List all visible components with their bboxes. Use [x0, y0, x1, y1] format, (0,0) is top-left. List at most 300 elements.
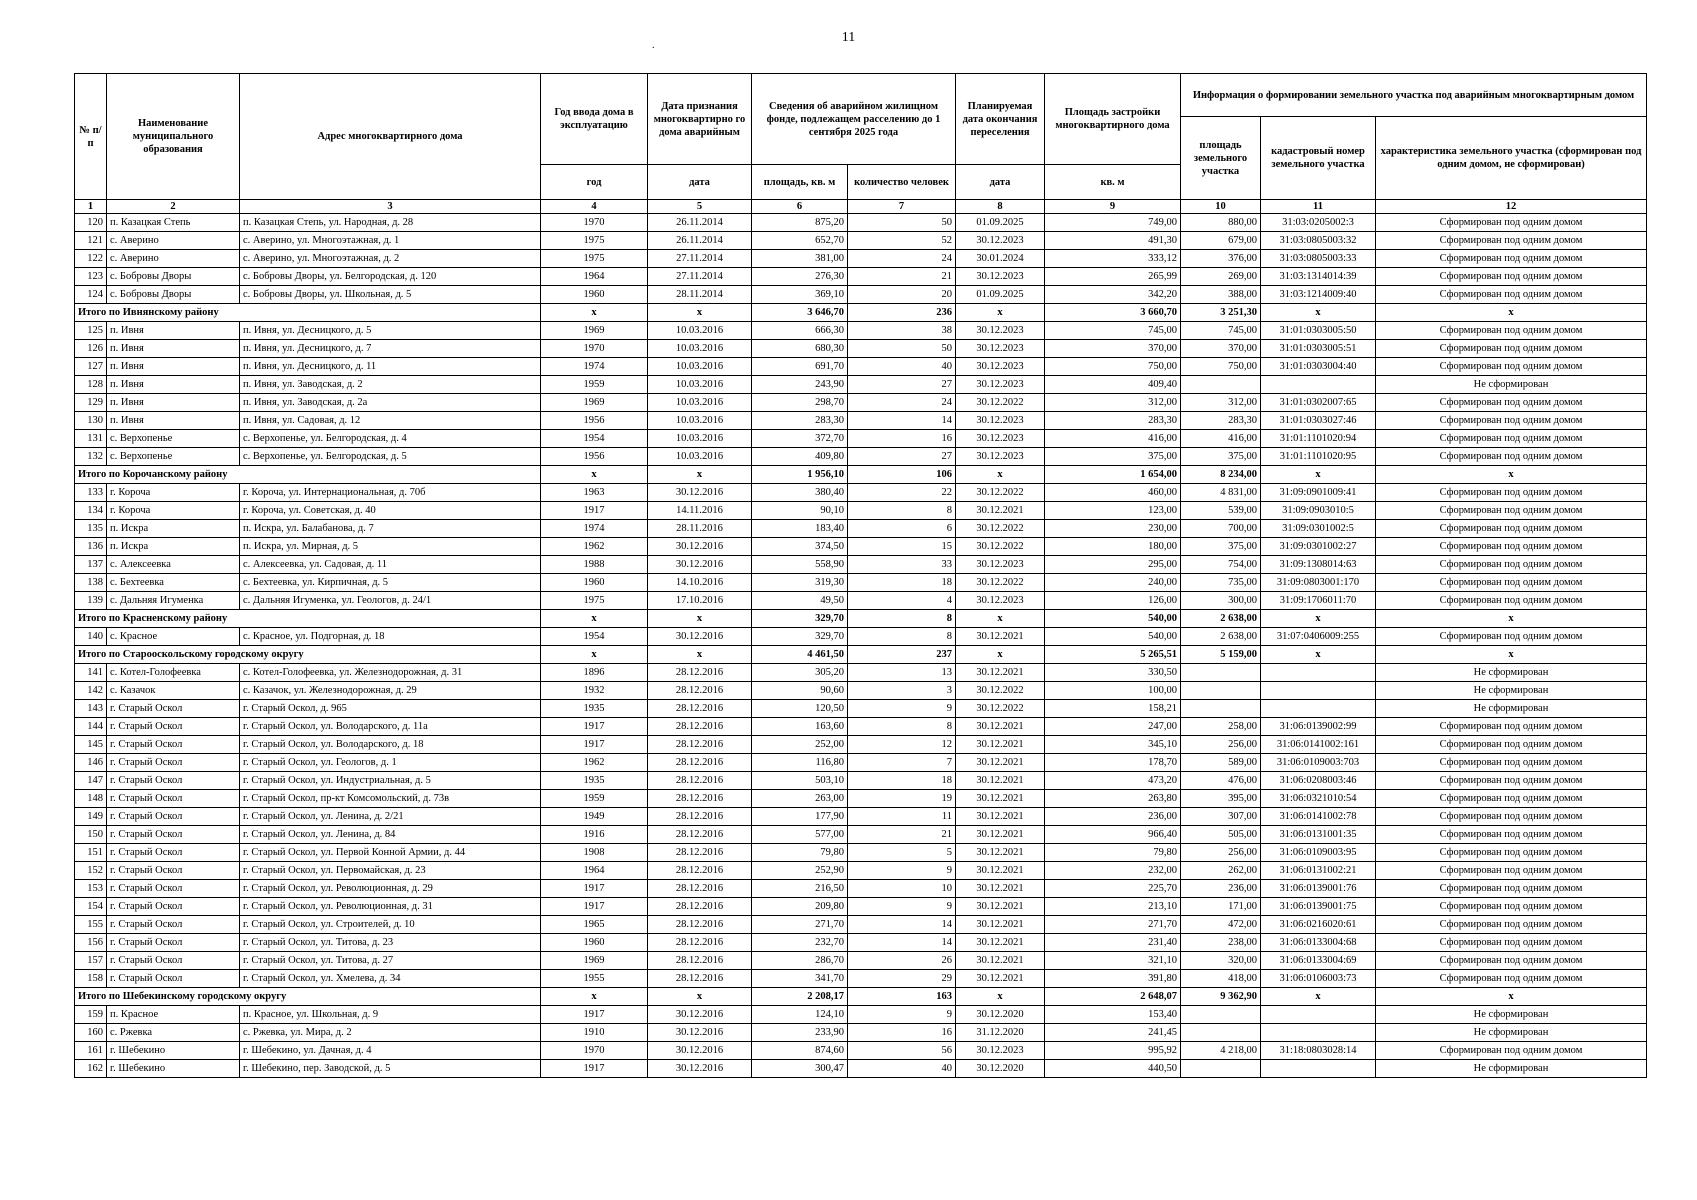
table-cell: 233,90 [752, 1024, 848, 1042]
subtotal-cell: x [956, 304, 1045, 322]
table-cell: 321,10 [1045, 952, 1181, 970]
table-cell: 269,00 [1181, 268, 1261, 286]
table-cell: 40 [848, 358, 956, 376]
header-address: Адрес многоквартирного дома [240, 74, 541, 200]
subtotal-cell: 8 234,00 [1181, 466, 1261, 484]
table-cell: 31:06:0139001:76 [1261, 880, 1376, 898]
table-cell: Сформирован под одним домом [1376, 898, 1647, 916]
table-cell: 28.11.2016 [648, 520, 752, 538]
header-year: Год ввода дома в эксплуатацию [541, 74, 648, 165]
table-cell: 374,50 [752, 538, 848, 556]
table-row [75, 700, 1647, 718]
table-cell [1261, 664, 1376, 682]
table-cell: Сформирован под одним домом [1376, 970, 1647, 988]
table-cell: 995,92 [1045, 1042, 1181, 1060]
table-cell: 1917 [541, 736, 648, 754]
table-cell: 256,00 [1181, 844, 1261, 862]
table-cell: 128 [75, 376, 107, 394]
table-cell: 30.12.2016 [648, 1024, 752, 1042]
table-cell: 28.11.2014 [648, 286, 752, 304]
table-cell: 14 [848, 916, 956, 934]
table-cell: Не сформирован [1376, 376, 1647, 394]
subtotal-cell: x [648, 646, 752, 664]
table-cell: 161 [75, 1042, 107, 1060]
table-cell: 391,80 [1045, 970, 1181, 988]
subtotal-row [75, 610, 1647, 628]
table-cell: 30.12.2021 [956, 916, 1045, 934]
table-cell: 28.12.2016 [648, 700, 752, 718]
table-row [75, 772, 1647, 790]
table-cell: 14 [848, 412, 956, 430]
table-cell: 31:03:1314014:39 [1261, 268, 1376, 286]
table-cell: 28.12.2016 [648, 682, 752, 700]
table-cell: 1969 [541, 322, 648, 340]
table-cell: 305,20 [752, 664, 848, 682]
table-cell: 160 [75, 1024, 107, 1042]
table-cell: 116,80 [752, 754, 848, 772]
table-cell: 158,21 [1045, 700, 1181, 718]
table-cell: 24 [848, 250, 956, 268]
table-cell: 30.12.2021 [956, 862, 1045, 880]
table-cell: 333,12 [1045, 250, 1181, 268]
subtotal-label: Итого по Шебекинскому городскому округу [75, 988, 541, 1006]
table-cell: 31:06:0133004:68 [1261, 934, 1376, 952]
table-cell: 30.12.2020 [956, 1060, 1045, 1078]
table-cell: 30.12.2021 [956, 772, 1045, 790]
table-cell: 9 [848, 898, 956, 916]
table-row [75, 394, 1647, 412]
col-number: 5 [648, 200, 752, 214]
col-number: 4 [541, 200, 648, 214]
page-number: 11 [841, 30, 856, 45]
table-cell: 4 [848, 592, 956, 610]
table-cell [1261, 376, 1376, 394]
table-cell: 1970 [541, 340, 648, 358]
table-row [75, 574, 1647, 592]
table-cell: с. Верхопенье, ул. Белгородская, д. 5 [240, 448, 541, 466]
table-cell: 141 [75, 664, 107, 682]
table-cell: 295,00 [1045, 556, 1181, 574]
table-cell: г. Короча, ул. Советская, д. 40 [240, 502, 541, 520]
table-cell: п. Ивня [107, 358, 240, 376]
table-cell: 1956 [541, 412, 648, 430]
table-cell: 1917 [541, 880, 648, 898]
table-cell: 138 [75, 574, 107, 592]
table-cell: 14.10.2016 [648, 574, 752, 592]
table-cell: 27 [848, 448, 956, 466]
table-cell: 577,00 [752, 826, 848, 844]
table-cell: 13 [848, 664, 956, 682]
table-cell: 1970 [541, 1042, 648, 1060]
table-cell: 31:01:0303004:40 [1261, 358, 1376, 376]
table-cell: 31:09:0301002:27 [1261, 538, 1376, 556]
table-cell: 966,40 [1045, 826, 1181, 844]
table-cell: 30.01.2024 [956, 250, 1045, 268]
table-cell: 375,00 [1045, 448, 1181, 466]
table-cell: Сформирован под одним домом [1376, 394, 1647, 412]
table-cell: с. Дальняя Игуменка, ул. Геологов, д. 24/1 [240, 592, 541, 610]
table-cell: 183,40 [752, 520, 848, 538]
table-cell: Сформирован под одним домом [1376, 934, 1647, 952]
table-cell: 1956 [541, 448, 648, 466]
table-row [75, 1042, 1647, 1060]
table-row [75, 286, 1647, 304]
table-cell: г. Старый Оскол [107, 808, 240, 826]
table-cell: 1963 [541, 484, 648, 502]
table-cell: п. Ивня [107, 394, 240, 412]
table-cell: г. Старый Оскол, ул. Первомайская, д. 23 [240, 862, 541, 880]
table-cell: 177,90 [752, 808, 848, 826]
table-cell: 370,00 [1181, 340, 1261, 358]
table-cell: п. Ивня [107, 412, 240, 430]
table-cell: 30.12.2023 [956, 430, 1045, 448]
table-cell: 153,40 [1045, 1006, 1181, 1024]
table-cell: с. Бобровы Дворы [107, 286, 240, 304]
table-cell: 8 [848, 628, 956, 646]
table-row [75, 970, 1647, 988]
col-number: 7 [848, 200, 956, 214]
table-cell: 1954 [541, 430, 648, 448]
table-cell: Сформирован под одним домом [1376, 538, 1647, 556]
table-cell: 163,60 [752, 718, 848, 736]
table-cell: с. Котел-Голофеевка, ул. Железнодорожная, д. 31 [240, 664, 541, 682]
table-cell: с. Красное [107, 628, 240, 646]
table-cell: 30.12.2021 [956, 790, 1045, 808]
subtotal-cell: x [648, 466, 752, 484]
subtotal-cell: 2 638,00 [1181, 610, 1261, 628]
page-mark: . [652, 40, 655, 51]
table-cell: 750,00 [1181, 358, 1261, 376]
table-row [75, 880, 1647, 898]
table-cell: 666,30 [752, 322, 848, 340]
subtotal-cell: x [956, 610, 1045, 628]
housing-table [74, 73, 1647, 1078]
table-cell: 216,50 [752, 880, 848, 898]
table-cell: 256,00 [1181, 736, 1261, 754]
subtotal-cell: x [541, 466, 648, 484]
table-row [75, 682, 1647, 700]
table-cell: г. Старый Оскол, ул. Володарского, д. 11а [240, 718, 541, 736]
table-cell: 21 [848, 268, 956, 286]
table-cell: 283,30 [752, 412, 848, 430]
table-cell: 1974 [541, 358, 648, 376]
table-cell: 162 [75, 1060, 107, 1078]
table-cell: 30.12.2021 [956, 736, 1045, 754]
header-num: № п/п [75, 74, 107, 200]
table-cell: 10.03.2016 [648, 412, 752, 430]
table-cell: 21 [848, 826, 956, 844]
subtotal-cell: x [1261, 610, 1376, 628]
table-row [75, 1060, 1647, 1078]
table-row [75, 556, 1647, 574]
subtotal-cell: 2 208,17 [752, 988, 848, 1006]
header-land-characteristic: характеристика земельного участка (сформирован под одним домом, не сформирован) [1376, 117, 1647, 200]
header-date-emergency: Дата признания многоквартирно го дома аварийным [648, 74, 752, 165]
table-cell: Сформирован под одним домом [1376, 808, 1647, 826]
table-cell: 30.12.2016 [648, 556, 752, 574]
table-cell: 232,00 [1045, 862, 1181, 880]
table-cell: 121 [75, 232, 107, 250]
unit-people: количество человек [848, 165, 956, 200]
table-cell: 1955 [541, 970, 648, 988]
table-cell: 16 [848, 1024, 956, 1042]
table-cell: 258,00 [1181, 718, 1261, 736]
table-cell: Сформирован под одним домом [1376, 592, 1647, 610]
subtotal-cell: 163 [848, 988, 956, 1006]
table-cell: с. Бобровы Дворы [107, 268, 240, 286]
table-cell: 745,00 [1181, 322, 1261, 340]
table-cell: с. Верхопенье [107, 448, 240, 466]
table-cell: 129 [75, 394, 107, 412]
table-cell: Сформирован под одним домом [1376, 430, 1647, 448]
table-cell: 28.12.2016 [648, 754, 752, 772]
subtotal-cell: 3 251,30 [1181, 304, 1261, 322]
subtotal-cell: 5 159,00 [1181, 646, 1261, 664]
table-cell: Сформирован под одним домом [1376, 718, 1647, 736]
table-cell: 30.12.2016 [648, 484, 752, 502]
table-cell: 1917 [541, 1060, 648, 1078]
table-cell: п. Казацкая Степь, ул. Народная, д. 28 [240, 214, 541, 232]
table-cell: Не сформирован [1376, 700, 1647, 718]
subtotal-cell: x [956, 466, 1045, 484]
subtotal-cell: 4 461,50 [752, 646, 848, 664]
header-info-emergency: Сведения об аварийном жилищном фонде, подлежащем расселению до 1 сентября 2025 года [752, 74, 956, 165]
table-cell: с. Верхопенье, ул. Белгородская, д. 4 [240, 430, 541, 448]
table-cell: п. Ивня, ул. Десницкого, д. 7 [240, 340, 541, 358]
table-cell: 30.12.2022 [956, 520, 1045, 538]
table-body [75, 214, 1647, 1078]
table-cell: 225,70 [1045, 880, 1181, 898]
header-planned-date: Планируемая дата окончания переселения [956, 74, 1045, 165]
table-cell: 123,00 [1045, 502, 1181, 520]
table-cell: г. Старый Оскол, ул. Титова, д. 27 [240, 952, 541, 970]
subtotal-cell: x [956, 646, 1045, 664]
table-cell: 376,00 [1181, 250, 1261, 268]
table-cell: 125 [75, 322, 107, 340]
table-cell: 153 [75, 880, 107, 898]
table-cell: г. Старый Оскол, ул. Строителей, д. 10 [240, 916, 541, 934]
subtotal-cell: x [648, 304, 752, 322]
table-cell: г. Старый Оскол [107, 826, 240, 844]
table-row [75, 358, 1647, 376]
table-cell: 139 [75, 592, 107, 610]
table-cell [1181, 664, 1261, 682]
table-cell: 252,90 [752, 862, 848, 880]
table-cell: 30.12.2023 [956, 1042, 1045, 1060]
table-cell: 263,00 [752, 790, 848, 808]
table-cell: 123 [75, 268, 107, 286]
table-cell: Не сформирован [1376, 1024, 1647, 1042]
subtotal-cell: x [648, 610, 752, 628]
table-cell: 209,80 [752, 898, 848, 916]
table-cell: 30.12.2021 [956, 898, 1045, 916]
subtotal-cell: x [1261, 646, 1376, 664]
table-row [75, 448, 1647, 466]
table-cell: 22 [848, 484, 956, 502]
table-cell: 178,70 [1045, 754, 1181, 772]
subtotal-cell: x [1376, 466, 1647, 484]
table-cell: 30.12.2022 [956, 700, 1045, 718]
table-cell: г. Шебекино, пер. Заводской, д. 5 [240, 1060, 541, 1078]
table-cell: 31:09:0803001:170 [1261, 574, 1376, 592]
table-cell: г. Короча [107, 484, 240, 502]
subtotal-cell: x [1376, 610, 1647, 628]
table-cell: 30.12.2021 [956, 970, 1045, 988]
table-cell: 9 [848, 1006, 956, 1024]
table-cell: п. Ивня [107, 340, 240, 358]
table-cell: 735,00 [1181, 574, 1261, 592]
table-cell: Сформирован под одним домом [1376, 322, 1647, 340]
table-cell: 171,00 [1181, 898, 1261, 916]
table-row [75, 502, 1647, 520]
table-cell: 31:09:0903010:5 [1261, 502, 1376, 520]
table-cell: 370,00 [1045, 340, 1181, 358]
table-cell: г. Старый Оскол, ул. Революционная, д. 29 [240, 880, 541, 898]
table-cell: 1974 [541, 520, 648, 538]
table-cell: 1975 [541, 232, 648, 250]
unit-sqm: кв. м [1045, 165, 1181, 200]
table-cell: Сформирован под одним домом [1376, 880, 1647, 898]
table-cell: 145 [75, 736, 107, 754]
table-cell: 151 [75, 844, 107, 862]
table-cell: 652,70 [752, 232, 848, 250]
subtotal-cell: x [541, 988, 648, 1006]
table-cell: 30.12.2023 [956, 592, 1045, 610]
table-cell: 319,30 [752, 574, 848, 592]
table-cell: с. Аверино [107, 232, 240, 250]
table-cell: 1962 [541, 754, 648, 772]
table-cell [1181, 1024, 1261, 1042]
table-row [75, 592, 1647, 610]
table-cell: 16 [848, 430, 956, 448]
table-cell: 30.12.2023 [956, 448, 1045, 466]
table-row [75, 376, 1647, 394]
table-cell: с. Котел-Голофеевка [107, 664, 240, 682]
table-cell: 213,10 [1045, 898, 1181, 916]
table-cell: 30.12.2020 [956, 1006, 1045, 1024]
subtotal-row [75, 466, 1647, 484]
table-cell: 31:06:0139002:99 [1261, 718, 1376, 736]
table-cell: 142 [75, 682, 107, 700]
subtotal-label: Итого по Старооскольскому городскому округу [75, 646, 541, 664]
table-cell: 30.12.2016 [648, 1042, 752, 1060]
table-cell: п. Красное [107, 1006, 240, 1024]
table-row [75, 232, 1647, 250]
table-row [75, 268, 1647, 286]
subtotal-cell: 106 [848, 466, 956, 484]
table-cell: с. Алексеевка, ул. Садовая, д. 11 [240, 556, 541, 574]
table-cell: 133 [75, 484, 107, 502]
table-cell: Сформирован под одним домом [1376, 412, 1647, 430]
table-cell: 1896 [541, 664, 648, 682]
subtotal-cell: x [541, 304, 648, 322]
table-cell: 1917 [541, 898, 648, 916]
table-row [75, 844, 1647, 862]
table-row [75, 484, 1647, 502]
table-cell: 31:01:0303005:50 [1261, 322, 1376, 340]
table-cell: 30.12.2021 [956, 754, 1045, 772]
table-cell: 31:06:0141002:78 [1261, 808, 1376, 826]
table-cell: с. Красное, ул. Подгорная, д. 18 [240, 628, 541, 646]
table-cell: г. Старый Оскол [107, 844, 240, 862]
subtotal-row [75, 646, 1647, 664]
table-cell: 1935 [541, 700, 648, 718]
table-cell: 283,30 [1045, 412, 1181, 430]
table-cell: 375,00 [1181, 538, 1261, 556]
table-cell: 127 [75, 358, 107, 376]
table-cell: 79,80 [752, 844, 848, 862]
table-cell: 156 [75, 934, 107, 952]
unit-area: площадь, кв. м [752, 165, 848, 200]
table-cell: Сформирован под одним домом [1376, 484, 1647, 502]
table-cell: 31:03:0205002:3 [1261, 214, 1376, 232]
table-cell: 380,40 [752, 484, 848, 502]
table-cell: 491,30 [1045, 232, 1181, 250]
table-cell: п. Ивня, ул. Заводская, д. 2 [240, 376, 541, 394]
subtotal-label: Итого по Ивнянскому району [75, 304, 541, 322]
table-row [75, 952, 1647, 970]
table-cell [1181, 1006, 1261, 1024]
table-cell: 27.11.2014 [648, 268, 752, 286]
table-cell: 120,50 [752, 700, 848, 718]
table-cell: 30.12.2023 [956, 376, 1045, 394]
table-cell: 31:06:0141002:161 [1261, 736, 1376, 754]
table-cell: 124 [75, 286, 107, 304]
table-row [75, 664, 1647, 682]
table-row [75, 430, 1647, 448]
table-cell: 90,10 [752, 502, 848, 520]
table-cell: 1917 [541, 1006, 648, 1024]
table-cell: 345,10 [1045, 736, 1181, 754]
table-cell: 241,45 [1045, 1024, 1181, 1042]
table-cell: г. Старый Оскол, ул. Ленина, д. 84 [240, 826, 541, 844]
col-number: 12 [1376, 200, 1647, 214]
subtotal-cell: x [1261, 988, 1376, 1006]
table-cell: 409,80 [752, 448, 848, 466]
table-cell: 30.12.2016 [648, 628, 752, 646]
table-cell: 238,00 [1181, 934, 1261, 952]
table-cell: 28.12.2016 [648, 826, 752, 844]
table-cell: 1969 [541, 952, 648, 970]
table-cell: 126,00 [1045, 592, 1181, 610]
table-cell: 312,00 [1045, 394, 1181, 412]
table-cell: 30.12.2023 [956, 322, 1045, 340]
table-cell: г. Старый Оскол, д. 965 [240, 700, 541, 718]
table-row [75, 916, 1647, 934]
table-cell: 155 [75, 916, 107, 934]
table-cell: 52 [848, 232, 956, 250]
table-cell: г. Старый Оскол, ул. Володарского, д. 18 [240, 736, 541, 754]
table-cell: 1935 [541, 772, 648, 790]
table-cell: 158 [75, 970, 107, 988]
table-row [75, 412, 1647, 430]
table-cell: с. Аверино [107, 250, 240, 268]
table-cell: г. Старый Оскол, пр-кт Комсомольский, д. 73в [240, 790, 541, 808]
table-cell: 31:09:1308014:63 [1261, 556, 1376, 574]
table-cell: 148 [75, 790, 107, 808]
table-cell: с. Бехтеевка [107, 574, 240, 592]
table-cell: 745,00 [1045, 322, 1181, 340]
table-cell: 30.12.2022 [956, 394, 1045, 412]
table-cell: 24 [848, 394, 956, 412]
table-cell: 18 [848, 772, 956, 790]
table-cell: 31:01:1101020:94 [1261, 430, 1376, 448]
table-cell: 31:06:0139001:75 [1261, 898, 1376, 916]
table-cell: г. Старый Оскол [107, 718, 240, 736]
table-cell: п. Ивня, ул. Десницкого, д. 5 [240, 322, 541, 340]
table-cell: 143 [75, 700, 107, 718]
table-cell: 30.12.2022 [956, 574, 1045, 592]
